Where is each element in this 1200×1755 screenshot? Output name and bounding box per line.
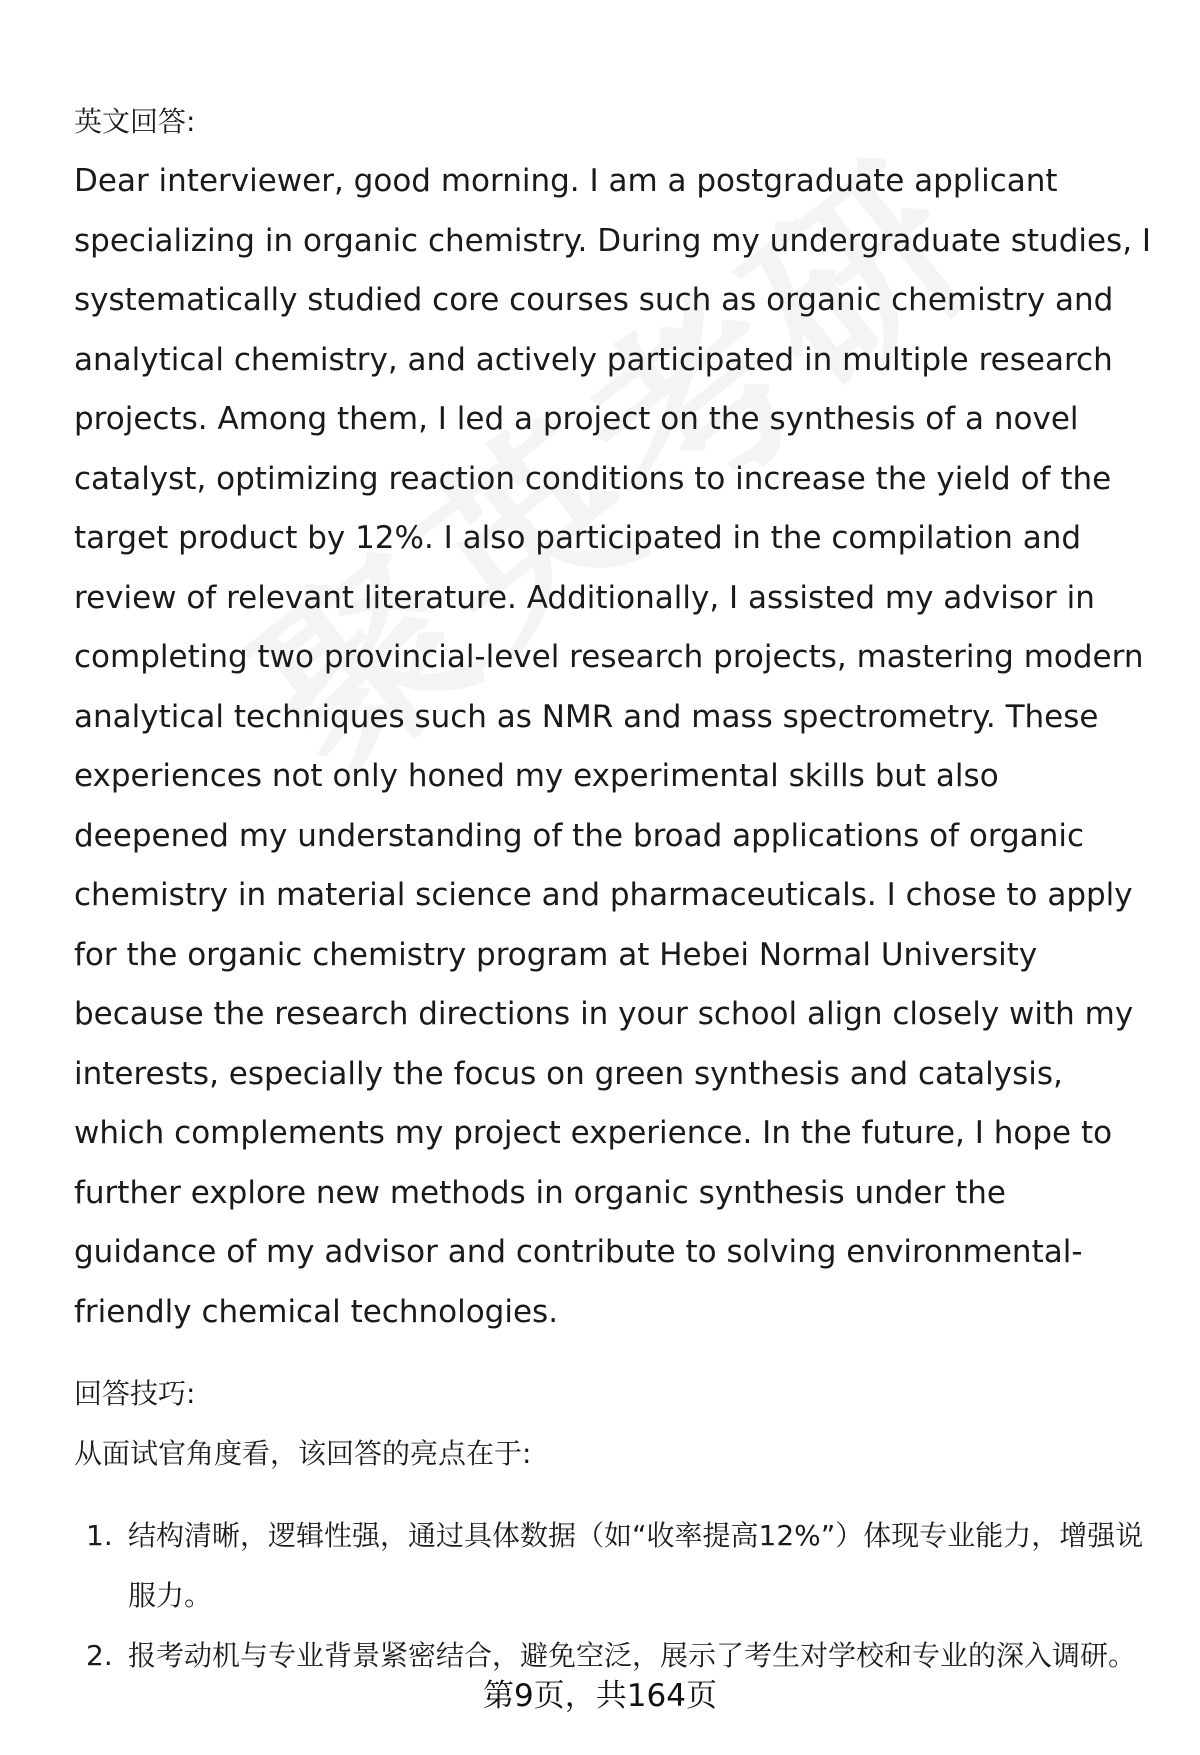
- section-heading: 英文回答:: [74, 105, 196, 138]
- list-item-number: 2.: [86, 1639, 113, 1672]
- list-item-number: 1.: [86, 1519, 113, 1552]
- tips-heading: 回答技巧:: [74, 1377, 196, 1410]
- page-footer: 第9页，共164页: [483, 1678, 717, 1714]
- list-item-text: 报考动机与专业背景紧密结合，避免空泛，展示了考生对学校和专业的深入调研。: [128, 1639, 1137, 1672]
- document-body: [74, 92, 1154, 1686]
- tips-intro: 从面试官角度看，该回答的亮点在于:: [74, 1437, 532, 1470]
- list-item-text: 结构清晰，逻辑性强，通过具体数据（如“收率提高12%”）体现专业能力，增强说服力。: [128, 1519, 1144, 1612]
- tips-list: [74, 1506, 1154, 1686]
- answer-paragraph: Dear interviewer, good morning. I am a postgraduate applicant specializing in organic chemistry. During my undergraduate studies, I systematically studied core courses such as organic chemistry and analytical chemistry, and actively participated in multiple research projects. Among them, I led a project on the synthesis of a novel catalyst, optimizing reaction conditions to increase the yield of the target product by 12%. I also participated in the compilation and review of relevant literature. Additionally, I assisted my advisor in completing two provincial-level research projects, mastering modern analytical techniques such as NMR and mass spectrometry. These experiences not only honed my experimental skills but also deepened my understanding of the broad applications of organic chemistry in material science and pharmaceuticals. I chose to apply for the organic chemistry program at Hebei Normal University because the research directions in your school align closely with my interests, especially the focus on green synthesis and catalysis, which complements my project experience. In the future, I hope to further explore new methods in organic synthesis under the guidance of my advisor and contribute to solving environmental-friendly chemical technologies.: [74, 163, 1152, 1330]
- list-item: [74, 1506, 1154, 1626]
